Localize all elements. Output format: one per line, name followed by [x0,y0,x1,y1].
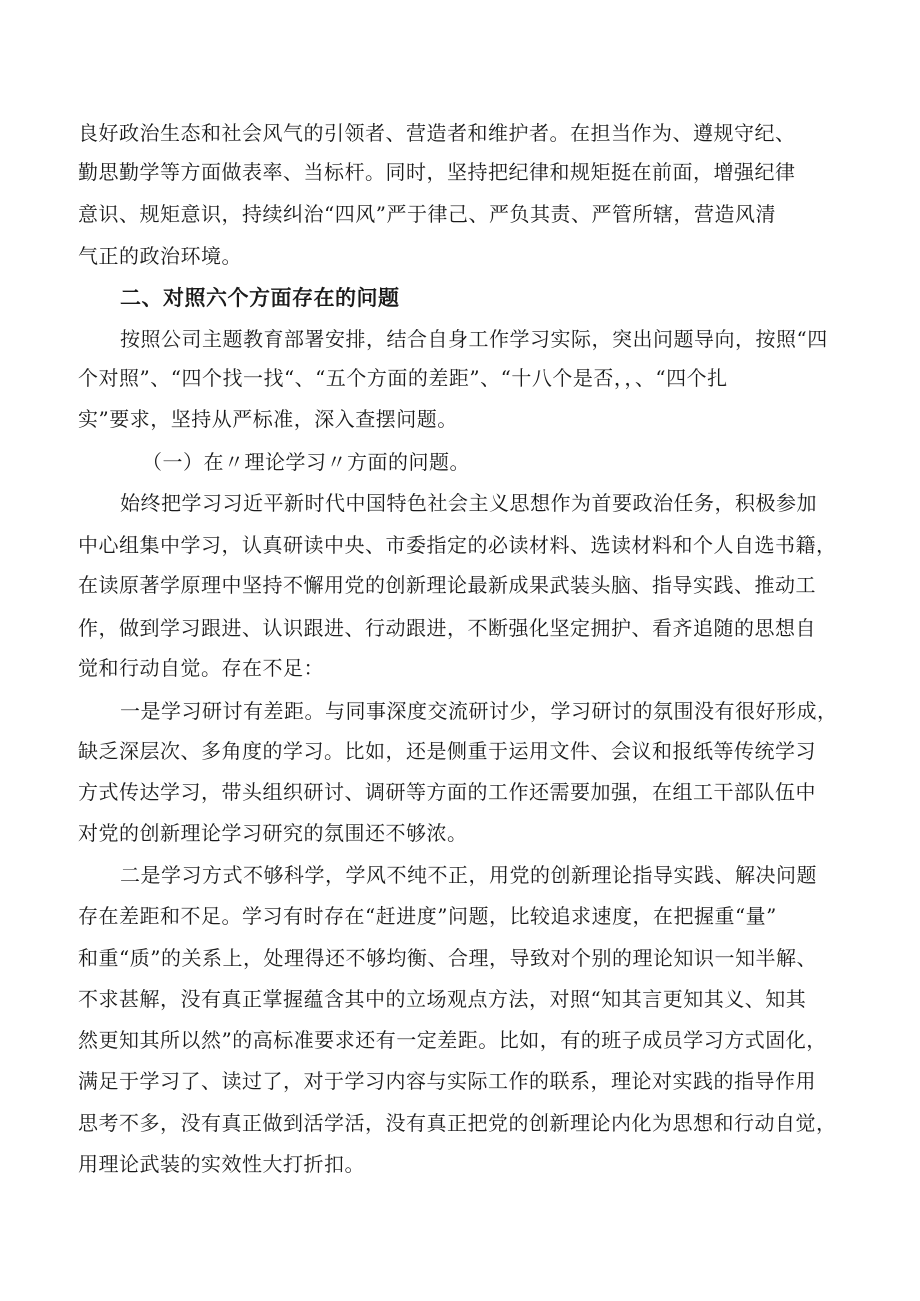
subsection-heading: （一）在〃理论学习〃方面的问题。 [142,450,470,474]
text-line: 二是学习方式不够科学，学风不纯不正，用党的创新理论指导实践、解决问题 [120,863,817,887]
text-line: 气正的政治环境。 [78,244,242,268]
text-line: 实”要求，坚持从严标准，深入查摆问题。 [78,407,458,431]
text-line: 中心组集中学习，认真研读中央、市委指定的必读材料、选读材料和个人自选书籍， [78,533,837,557]
text-line: 觉和行动自觉。存在不足： [78,656,324,680]
text-line: 用理论武装的实效性大打折扣。 [78,1152,365,1176]
text-line: 不求甚解，没有真正掌握蕴含其中的立场观点方法，对照“知其言更知其义、知其 [78,987,807,1011]
text-line: 勤思勤学等方面做表率、当标杆。同时，坚持把纪律和规矩挺在前面，增强纪律 [78,160,796,184]
text-line: 始终把学习习近平新时代中国特色社会主义思想作为首要政治任务，积极参加 [120,491,817,515]
text-line: 满足于学习了、读过了，对于学习内容与实际工作的联系，理论对实践的指导作用 [78,1069,816,1093]
text-line: 良好政治生态和社会风气的引领者、营造者和维护者。在担当作为、遵规守纪、 [78,121,796,145]
text-line: 缺乏深层次、多角度的学习。比如，还是侧重于运用文件、会议和报纸等传统学习 [78,739,816,763]
section-heading: 二、对照六个方面存在的问题 [120,286,400,310]
text-line: 意识、规矩意识，持续纠治“四风”严于律己、严负其责、严管所辖，营造风清 [78,202,776,226]
text-line: 方式传达学习，带头组织研讨、调研等方面的工作还需要加强，在组工干部队伍中 [78,780,816,804]
text-line: 一是学习研讨有差距。与同事深度交流研讨少，学习研讨的氛围没有很好形成， [120,699,838,723]
text-line: 在读原著学原理中坚持不懈用党的创新理论最新成果武装头脑、指导实践、推动工 [78,573,816,597]
text-line: 思考不多，没有真正做到活学活，没有真正把党的创新理论内化为思想和行动自觉， [78,1111,837,1135]
text-line: 按照公司主题教育部署安排，结合自身工作学习实际，突出问题导向，按照“四 [120,327,828,351]
text-line: 存在差距和不足。学习有时存在“赶进度”问题，比较追求速度，在把握重“量” [78,904,777,928]
text-line: 个对照”、“四个找一找“、“五个方面的差距”、“十八个是否，，、“四个扎 [78,366,728,390]
text-line: 然更知其所以然”的高标准要求还有一定差距。比如，有的班子成员学习方式固化， [78,1028,827,1052]
text-line: 对党的创新理论学习研究的氛围还不够浓。 [78,821,468,845]
text-line: 作，做到学习跟进、认识跟进、行动跟进，不断强化坚定拥护、看齐追随的思想自 [78,616,816,640]
text-line: 和重“质”的关系上，处理得还不够均衡、合理，导致对个别的理论知识一知半解、 [78,946,817,970]
